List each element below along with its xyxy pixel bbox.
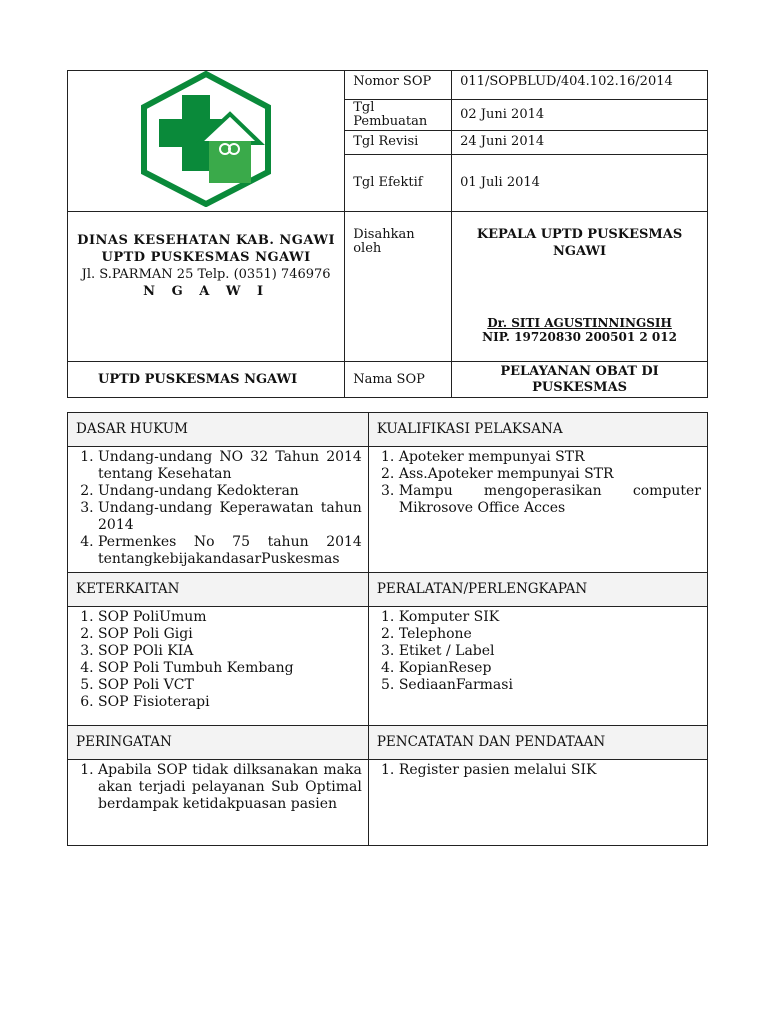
- list-item: 3. Undang-undang Keperawatan tahun 2014: [98, 500, 362, 534]
- tgl-efektif-label: Tgl Efektif: [345, 154, 452, 211]
- list-item: 1. SOP PoliUmum: [98, 609, 362, 626]
- list-item: 3. SOP POli KIA: [98, 643, 362, 660]
- disahkan-label: Disahkan oleh: [345, 212, 452, 362]
- list-item: 4. Permenkes No 75 tahun 2014 tentangkebijakandasarPuskesmas: [98, 534, 362, 568]
- institution-line1: DINAS KESEHATAN KAB. NGAWI: [77, 233, 336, 248]
- dasar-hukum-title: DASAR HUKUM: [68, 413, 369, 447]
- tgl-revisi-label: Tgl Revisi: [345, 131, 452, 155]
- pencatatan-title: PENCATATAN DAN PENDATAAN: [368, 726, 707, 760]
- kualifikasi-body: [368, 447, 707, 573]
- list-item: 1. Apoteker mempunyai STR: [399, 449, 701, 466]
- list-item: 6. SOP Fisioterapi: [98, 694, 362, 711]
- list-item: 1. Register pasien melalui SIK: [399, 762, 701, 779]
- logo-cell: [68, 71, 345, 212]
- signatory-nip: NIP. 19720830 200501 2 012: [482, 330, 677, 344]
- institution-city: N G A W I: [143, 284, 270, 299]
- list-item: 5. SediaanFarmasi: [399, 677, 701, 694]
- tgl-revisi-value: 24 Juni 2014: [452, 131, 708, 155]
- list-item: 3. Etiket / Label: [399, 643, 701, 660]
- sop-header-table: [67, 70, 708, 398]
- kualifikasi-title: KUALIFIKASI PELAKSANA: [368, 413, 707, 447]
- peralatan-title: PERALATAN/PERLENGKAPAN: [368, 573, 707, 607]
- nomor-sop-label: Nomor SOP: [345, 71, 452, 100]
- peralatan-list: [375, 609, 701, 694]
- institution-line2: UPTD PUSKESMAS NGAWI: [101, 250, 311, 265]
- tgl-efektif-value: 01 Juli 2014: [452, 154, 708, 211]
- list-item: 1. Komputer SIK: [399, 609, 701, 626]
- list-item: 4. SOP Poli Tumbuh Kembang: [98, 660, 362, 677]
- kepala-title: KEPALA UPTD PUSKESMAS NGAWI: [476, 227, 683, 259]
- peringatan-body: [68, 760, 369, 846]
- nama-sop-value: PELAYANAN OBAT DI PUSKESMAS: [452, 362, 708, 398]
- sop-content-table: [67, 412, 708, 846]
- list-item: 5. SOP Poli VCT: [98, 677, 362, 694]
- approval-cell: [452, 212, 708, 362]
- peringatan-title: PERINGATAN: [68, 726, 369, 760]
- nama-sop-label: Nama SOP: [345, 362, 452, 398]
- list-item: 2. Telephone: [399, 626, 701, 643]
- peralatan-body: [368, 607, 707, 726]
- list-item: 4. KopianResep: [399, 660, 701, 677]
- dasar-hukum-list: [74, 449, 362, 568]
- peringatan-list: [74, 762, 362, 813]
- list-item: 2. Ass.Apoteker mempunyai STR: [399, 466, 701, 483]
- list-item: 1. Apabila SOP tidak dilksanakan maka akan terjadi pelayanan Sub Optimal berdampak ketidakpuasan pasien: [98, 762, 362, 813]
- keterkaitan-body: [68, 607, 369, 726]
- list-item: 1. Undang-undang NO 32 Tahun 2014 tentang Kesehatan: [98, 449, 362, 483]
- pencatatan-list: [375, 762, 701, 779]
- nomor-sop-value: 011/SOPBLUD/404.102.16/2014: [452, 71, 708, 100]
- puskesmas-logo-icon: [139, 71, 273, 207]
- institution-cell: [68, 212, 345, 362]
- list-item: 3. Mampu mengoperasikan computer Mikrosove Office Acces: [399, 483, 701, 517]
- pencatatan-body: [368, 760, 707, 846]
- tgl-pembuatan-value: 02 Juni 2014: [452, 99, 708, 131]
- keterkaitan-list: [74, 609, 362, 711]
- unit-name: UPTD PUSKESMAS NGAWI: [68, 362, 345, 398]
- keterkaitan-title: KETERKAITAN: [68, 573, 369, 607]
- list-item: 2. SOP Poli Gigi: [98, 626, 362, 643]
- list-item: 2. Undang-undang Kedokteran: [98, 483, 362, 500]
- kualifikasi-list: [375, 449, 701, 517]
- signatory-name: Dr. SITI AGUSTINNINGSIH: [487, 316, 672, 330]
- tgl-pembuatan-label: Tgl Pembuatan: [345, 99, 452, 131]
- institution-address: Jl. S.PARMAN 25 Telp. (0351) 746976: [81, 267, 331, 282]
- dasar-hukum-body: [68, 447, 369, 573]
